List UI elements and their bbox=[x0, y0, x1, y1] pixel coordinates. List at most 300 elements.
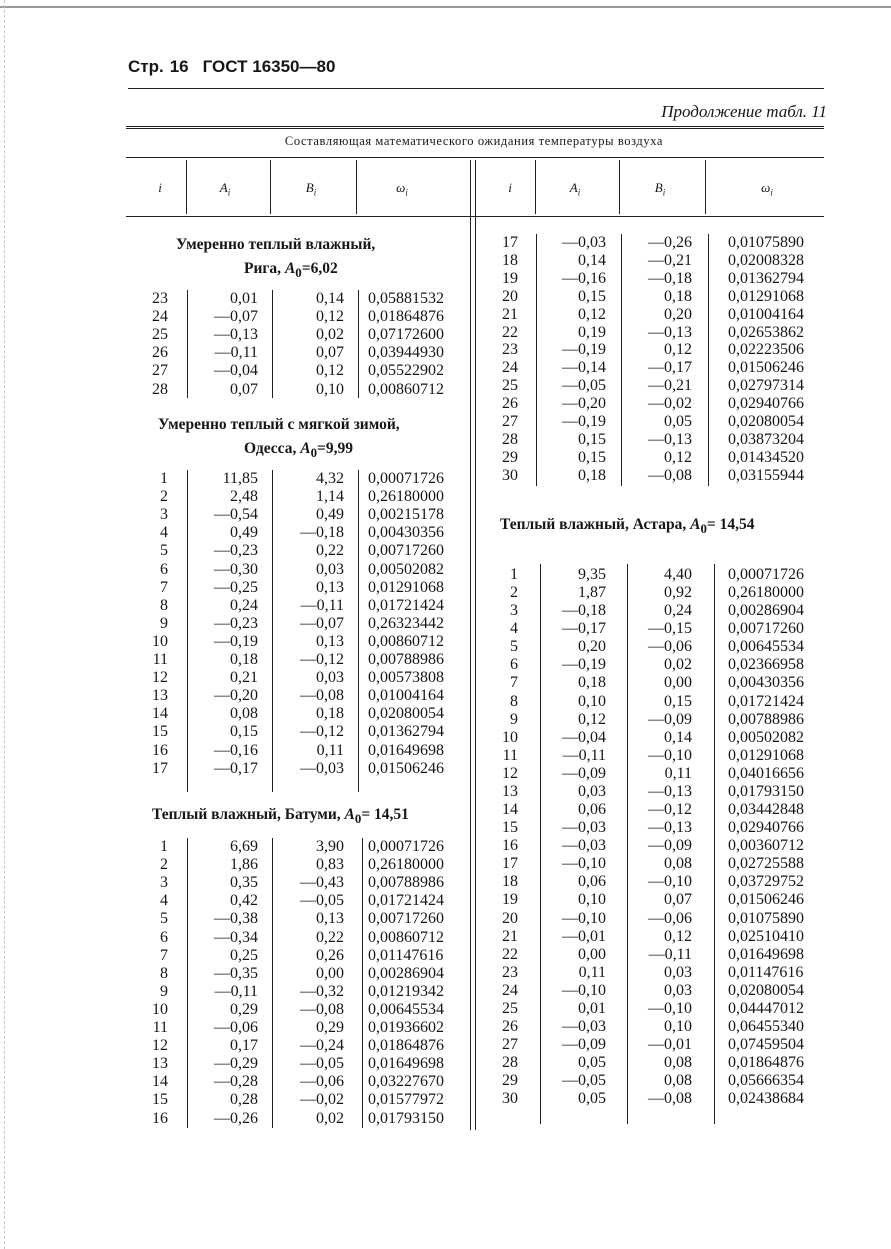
row-index: 3 bbox=[510, 602, 518, 620]
col-header-i-right: i bbox=[508, 180, 512, 195]
row-a-value: —0,19 bbox=[562, 413, 606, 430]
row-a-value: 0,11 bbox=[578, 963, 606, 981]
row-index: 2 bbox=[510, 584, 518, 602]
row-index: 7 bbox=[160, 946, 168, 964]
row-b-value: —0,13 bbox=[648, 323, 692, 341]
hdr-sep-7 bbox=[705, 160, 706, 214]
row-a-value: —0,10 bbox=[562, 981, 606, 999]
row-omega-value: 0,02725588 bbox=[728, 855, 804, 873]
row-omega-value: 0,02080054 bbox=[728, 981, 804, 999]
row-b-value: —0,10 bbox=[648, 746, 692, 764]
row-a-value: 11,85 bbox=[222, 470, 258, 487]
table-row bbox=[0, 1072, 891, 1090]
row-index: 13 bbox=[502, 782, 518, 800]
row-b-value: 0,10 bbox=[316, 380, 344, 398]
row-index: 27 bbox=[502, 1036, 518, 1054]
table-row bbox=[0, 711, 891, 729]
row-omega-value: 0,01864876 bbox=[728, 1054, 804, 1072]
row-omega-value: 0,00860712 bbox=[368, 380, 444, 398]
table-row bbox=[0, 873, 891, 891]
row-index: 20 bbox=[502, 909, 518, 927]
row-omega-value: 0,02366958 bbox=[728, 656, 804, 674]
row-a-value: 0,10 bbox=[578, 692, 606, 710]
table-row bbox=[0, 584, 891, 602]
row-a-value: 0,07 bbox=[230, 380, 258, 398]
row-a-value: —0,35 bbox=[214, 964, 258, 982]
row-index: 17 bbox=[502, 855, 518, 873]
hdr-sep-6 bbox=[619, 160, 620, 214]
row-b-value: 4,32 bbox=[316, 470, 344, 487]
row-a-value: —0,16 bbox=[214, 741, 258, 759]
table-row bbox=[0, 1000, 891, 1018]
astara-title: Теплый влажный, Астара, $A_0= 14,54$ bbox=[500, 516, 755, 537]
table-row bbox=[0, 729, 891, 747]
row-omega-value: 0,26180000 bbox=[368, 488, 444, 506]
row-index: 25 bbox=[152, 326, 168, 344]
row-index: 29 bbox=[502, 448, 518, 466]
row-a-value: —0,04 bbox=[562, 728, 606, 746]
row-omega-value: 0,01362794 bbox=[728, 269, 804, 287]
caption-rule bbox=[126, 157, 824, 158]
batumi-title: Теплый влажный, Батуми, $A_0= 14,51$ bbox=[152, 806, 409, 827]
row-a-value: 0,25 bbox=[230, 946, 258, 964]
row-b-value: —0,06 bbox=[648, 909, 692, 927]
row-index: 15 bbox=[152, 723, 168, 741]
row-b-value: —0,05 bbox=[300, 1055, 344, 1073]
row-omega-value: 0,01434520 bbox=[728, 448, 804, 466]
row-index: 8 bbox=[510, 692, 518, 710]
row-index: 13 bbox=[152, 1055, 168, 1073]
row-b-value: 0,02 bbox=[316, 326, 344, 344]
row-b-value: —0,21 bbox=[648, 377, 692, 395]
row-omega-value: 0,01721424 bbox=[728, 692, 804, 710]
row-a-value: 0,15 bbox=[578, 448, 606, 466]
row-omega-value: 0,00788986 bbox=[368, 874, 444, 892]
row-a-value: 0,15 bbox=[230, 723, 258, 741]
row-index: 20 bbox=[502, 287, 518, 305]
row-omega-value: 0,00717260 bbox=[368, 542, 444, 560]
row-omega-value: 0,01291068 bbox=[728, 287, 804, 305]
table-row bbox=[0, 359, 891, 377]
row-omega-value: 0,00788986 bbox=[368, 651, 444, 668]
row-a-value: —0,19 bbox=[214, 632, 258, 650]
row-b-value: —0,18 bbox=[648, 269, 692, 287]
row-a-value: —0,06 bbox=[214, 1019, 258, 1036]
row-b-value: —0,08 bbox=[300, 1000, 344, 1018]
row-omega-value: 0,02008328 bbox=[728, 251, 804, 269]
row-a-value: 0,01 bbox=[578, 999, 606, 1017]
row-index: 21 bbox=[502, 305, 518, 323]
row-index: 23 bbox=[152, 290, 168, 307]
table-row bbox=[0, 288, 891, 306]
row-omega-value: 0,01649698 bbox=[368, 741, 444, 759]
row-omega-value: 0,00430356 bbox=[728, 674, 804, 692]
table-continuation: Продолжение табл. 11 bbox=[661, 102, 827, 121]
row-b-value: —0,43 bbox=[300, 874, 344, 892]
table-row bbox=[0, 1036, 891, 1054]
row-a-value: 0,49 bbox=[230, 524, 258, 542]
page-number: 16 bbox=[169, 57, 189, 76]
row-omega-value: 0,01291068 bbox=[728, 746, 804, 764]
row-b-value: 0,29 bbox=[316, 1019, 344, 1036]
row-omega-value: 0,01936602 bbox=[368, 1019, 444, 1036]
row-a-value: —0,03 bbox=[562, 819, 606, 837]
row-a-value: —0,16 bbox=[562, 269, 606, 287]
row-omega-value: 0,03729752 bbox=[728, 873, 804, 891]
row-index: 30 bbox=[502, 1090, 518, 1108]
row-b-value: —0,10 bbox=[648, 873, 692, 891]
table-row bbox=[0, 1018, 891, 1036]
row-b-value: 0,11 bbox=[316, 741, 344, 759]
row-a-value: 0,29 bbox=[230, 1000, 258, 1018]
row-index: 2 bbox=[160, 488, 168, 506]
row-a-value: 0,01 bbox=[230, 290, 258, 307]
row-b-value: 0,10 bbox=[664, 1018, 692, 1035]
row-b-value: —0,06 bbox=[648, 638, 692, 656]
row-omega-value: 0,03944930 bbox=[368, 344, 444, 362]
row-omega-value: 0,01649698 bbox=[728, 945, 804, 963]
table-row bbox=[0, 234, 891, 252]
row-omega-value: 0,01577972 bbox=[368, 1091, 444, 1109]
row-index: 11 bbox=[152, 1019, 168, 1036]
row-a-value: —0,11 bbox=[562, 746, 606, 764]
row-b-value: —0,17 bbox=[648, 359, 692, 377]
row-b-value: 3,90 bbox=[316, 838, 344, 855]
row-index: 14 bbox=[502, 801, 518, 819]
table-row bbox=[0, 488, 891, 506]
row-b-value: —0,26 bbox=[648, 234, 692, 251]
row-a-value: 0,15 bbox=[578, 430, 606, 448]
row-index: 23 bbox=[502, 341, 518, 359]
row-index: 16 bbox=[502, 837, 518, 855]
row-index: 7 bbox=[160, 578, 168, 596]
row-b-value: 0,12 bbox=[664, 448, 692, 466]
table-row bbox=[0, 747, 891, 765]
row-b-value: 0,07 bbox=[664, 891, 692, 909]
row-index: 24 bbox=[502, 981, 518, 999]
row-b-value: 0,14 bbox=[664, 728, 692, 746]
row-a-value: —0,23 bbox=[214, 542, 258, 560]
row-a-value: —0,18 bbox=[562, 602, 606, 620]
table-row bbox=[0, 566, 891, 584]
table-row bbox=[0, 964, 891, 982]
row-b-value: —0,10 bbox=[648, 999, 692, 1017]
row-index: 6 bbox=[160, 928, 168, 946]
row-index: 8 bbox=[160, 596, 168, 614]
table-row bbox=[0, 783, 891, 801]
row-a-value: —0,19 bbox=[562, 341, 606, 359]
row-omega-value: 0,02080054 bbox=[368, 705, 444, 723]
row-b-value: 0,15 bbox=[664, 692, 692, 710]
row-a-value: 0,17 bbox=[230, 1037, 258, 1055]
row-omega-value: 0,01506246 bbox=[728, 359, 804, 377]
row-omega-value: 0,01004164 bbox=[728, 305, 804, 323]
row-index: 21 bbox=[502, 927, 518, 945]
row-b-value: —0,02 bbox=[648, 395, 692, 413]
row-omega-value: 0,01721424 bbox=[368, 892, 444, 910]
row-index: 15 bbox=[152, 1091, 168, 1109]
row-a-value: 0,06 bbox=[578, 873, 606, 891]
row-b-value: —0,08 bbox=[300, 687, 344, 705]
row-omega-value: 0,03227670 bbox=[368, 1073, 444, 1091]
row-b-value: 0,08 bbox=[664, 1054, 692, 1072]
table-row bbox=[0, 693, 891, 711]
row-index: 24 bbox=[502, 359, 518, 377]
row-a-value: —0,09 bbox=[562, 764, 606, 782]
row-omega-value: 0,00645534 bbox=[728, 638, 804, 656]
row-a-value: —0,19 bbox=[562, 656, 606, 674]
row-omega-value: 0,01864876 bbox=[368, 308, 444, 326]
row-omega-value: 0,05881532 bbox=[368, 290, 444, 307]
row-index: 18 bbox=[502, 251, 518, 269]
row-omega-value: 0,00286904 bbox=[728, 602, 804, 620]
row-a-value: —0,17 bbox=[214, 759, 258, 777]
row-omega-value: 0,00717260 bbox=[368, 910, 444, 928]
row-omega-value: 0,00860712 bbox=[368, 632, 444, 650]
row-omega-value: 0,02940766 bbox=[728, 819, 804, 837]
row-index: 26 bbox=[502, 1018, 518, 1035]
row-index: 17 bbox=[502, 234, 518, 251]
row-index: 22 bbox=[502, 945, 518, 963]
row-a-value: 0,10 bbox=[578, 891, 606, 909]
table-row bbox=[0, 946, 891, 964]
table-row bbox=[0, 252, 891, 270]
row-omega-value: 0,00645534 bbox=[368, 1000, 444, 1018]
row-omega-value: 0,03873204 bbox=[728, 430, 804, 448]
row-omega-value: 0,02438684 bbox=[728, 1090, 804, 1108]
row-b-value: 0,12 bbox=[316, 308, 344, 326]
row-a-value: —0,10 bbox=[562, 855, 606, 873]
row-index: 19 bbox=[502, 269, 518, 287]
table-row bbox=[0, 801, 891, 819]
row-index: 24 bbox=[152, 308, 168, 326]
table-caption: Составляющая математического ожидания температуры воздуха bbox=[284, 134, 664, 148]
row-omega-value: 0,00788986 bbox=[728, 710, 804, 728]
table-row bbox=[0, 620, 891, 638]
row-b-value: —0,08 bbox=[648, 466, 692, 484]
row-a-value: 1,87 bbox=[578, 584, 606, 602]
row-index: 4 bbox=[160, 892, 168, 910]
row-a-value: —0,38 bbox=[214, 910, 258, 928]
row-b-value: —0,07 bbox=[300, 614, 344, 632]
row-a-value: 0,14 bbox=[578, 251, 606, 269]
table-row bbox=[0, 395, 891, 413]
row-b-value: 0,24 bbox=[664, 602, 692, 620]
col-header-w-left: $\omega_i$ bbox=[396, 180, 408, 198]
row-omega-value: 0,02940766 bbox=[728, 395, 804, 413]
row-a-value: 0,35 bbox=[230, 874, 258, 892]
row-omega-value: 0,01147616 bbox=[368, 946, 444, 964]
table-row bbox=[0, 765, 891, 783]
hdr-sep-1 bbox=[186, 160, 187, 214]
row-b-value: 0,13 bbox=[316, 632, 344, 650]
row-index: 9 bbox=[510, 710, 518, 728]
row-a-value: —0,13 bbox=[214, 326, 258, 344]
row-b-value: 0,12 bbox=[316, 362, 344, 380]
row-omega-value: 0,00071726 bbox=[368, 838, 444, 855]
row-b-value: —0,03 bbox=[300, 759, 344, 777]
row-a-value: —0,07 bbox=[214, 308, 258, 326]
row-index: 10 bbox=[152, 1000, 168, 1018]
row-b-value: 0,11 bbox=[664, 764, 692, 782]
row-index: 3 bbox=[160, 506, 168, 524]
col-header-w-right: $\omega_i$ bbox=[761, 180, 773, 198]
page-header bbox=[128, 57, 335, 77]
table-row bbox=[0, 837, 891, 855]
row-b-value: 0,13 bbox=[316, 910, 344, 928]
row-b-value: —0,13 bbox=[648, 430, 692, 448]
row-b-value: 1,14 bbox=[316, 488, 344, 506]
row-a-value: —0,20 bbox=[562, 395, 606, 413]
table-row bbox=[0, 506, 891, 524]
row-a-value: 0,05 bbox=[578, 1090, 606, 1108]
row-omega-value: 0,01506246 bbox=[728, 891, 804, 909]
row-b-value: 0,03 bbox=[664, 981, 692, 999]
row-index: 18 bbox=[502, 873, 518, 891]
row-index: 1 bbox=[160, 838, 168, 855]
row-omega-value: 0,00215178 bbox=[368, 506, 444, 524]
row-omega-value: 0,05666354 bbox=[728, 1072, 804, 1090]
col-header-i-left: i bbox=[158, 180, 162, 195]
row-b-value: 0,03 bbox=[664, 963, 692, 981]
row-omega-value: 0,01793150 bbox=[728, 782, 804, 800]
row-b-value: 0,07 bbox=[316, 344, 344, 362]
standard-number: ГОСТ 16350—80 bbox=[202, 57, 336, 76]
row-b-value: 0,18 bbox=[316, 705, 344, 723]
row-index: 15 bbox=[502, 819, 518, 837]
row-b-value: —0,12 bbox=[648, 801, 692, 819]
row-b-value: 0,92 bbox=[664, 584, 692, 602]
row-b-value: —0,13 bbox=[648, 819, 692, 837]
row-omega-value: 0,00286904 bbox=[368, 964, 444, 982]
row-index: 30 bbox=[502, 466, 518, 484]
table-row bbox=[0, 891, 891, 909]
row-a-value: —0,03 bbox=[562, 234, 606, 251]
col-header-A-right: $A_i$ bbox=[569, 180, 581, 198]
row-index: 4 bbox=[160, 524, 168, 542]
table-row bbox=[0, 982, 891, 1000]
row-a-value: 0,20 bbox=[578, 638, 606, 656]
hdr-sep-5 bbox=[535, 160, 536, 214]
row-omega-value: 0,07459504 bbox=[728, 1036, 804, 1054]
row-a-value: —0,11 bbox=[214, 982, 258, 1000]
row-b-value: 0,22 bbox=[316, 928, 344, 946]
row-index: 2 bbox=[160, 856, 168, 874]
table-row bbox=[0, 1110, 891, 1128]
table-row bbox=[0, 324, 891, 342]
row-omega-value: 0,00430356 bbox=[368, 524, 444, 542]
row-omega-value: 0,00071726 bbox=[368, 470, 444, 487]
row-b-value: 0,83 bbox=[316, 856, 344, 874]
table-row bbox=[0, 1090, 891, 1108]
col-header-B-right: $B_i$ bbox=[654, 180, 666, 198]
row-index: 19 bbox=[502, 891, 518, 909]
row-b-value: 0,02 bbox=[664, 656, 692, 674]
row-index: 12 bbox=[152, 1037, 168, 1055]
row-omega-value: 0,26180000 bbox=[368, 856, 444, 874]
row-a-value: —0,23 bbox=[214, 614, 258, 632]
row-a-value: —0,34 bbox=[214, 928, 258, 946]
row-omega-value: 0,01075890 bbox=[728, 909, 804, 927]
row-a-value: 0,18 bbox=[578, 466, 606, 484]
row-b-value: —0,09 bbox=[648, 837, 692, 855]
row-omega-value: 0,01075890 bbox=[728, 234, 804, 251]
table-row bbox=[0, 819, 891, 837]
row-omega-value: 0,01147616 bbox=[728, 963, 804, 981]
row-b-value: 0,13 bbox=[316, 578, 344, 596]
row-index: 14 bbox=[152, 705, 168, 723]
row-index: 28 bbox=[152, 380, 168, 398]
table-row bbox=[0, 524, 891, 542]
row-omega-value: 0,02080054 bbox=[728, 413, 804, 430]
row-index: 5 bbox=[160, 542, 168, 560]
row-b-value: —0,08 bbox=[648, 1090, 692, 1108]
row-a-value: —0,10 bbox=[562, 909, 606, 927]
row-index: 12 bbox=[502, 764, 518, 782]
row-omega-value: 0,04016656 bbox=[728, 764, 804, 782]
row-index: 4 bbox=[510, 620, 518, 638]
row-omega-value: 0,01649698 bbox=[368, 1055, 444, 1073]
row-index: 23 bbox=[502, 963, 518, 981]
row-a-value: —0,03 bbox=[562, 1018, 606, 1035]
row-b-value: —0,01 bbox=[648, 1036, 692, 1054]
row-index: 26 bbox=[152, 344, 168, 362]
row-omega-value: 0,01864876 bbox=[368, 1037, 444, 1055]
top-scan-line bbox=[0, 6, 891, 8]
row-a-value: 0,15 bbox=[578, 287, 606, 305]
row-a-value: —0,05 bbox=[562, 1072, 606, 1090]
row-omega-value: 0,26180000 bbox=[728, 584, 804, 602]
row-a-value: 0,08 bbox=[230, 705, 258, 723]
row-b-value: 0,00 bbox=[316, 964, 344, 982]
row-index: 26 bbox=[502, 395, 518, 413]
row-a-value: —0,17 bbox=[562, 620, 606, 638]
hdr-sep-3 bbox=[356, 160, 357, 214]
row-b-value: —0,13 bbox=[648, 782, 692, 800]
row-omega-value: 0,06455340 bbox=[728, 1018, 804, 1035]
row-b-value: —0,06 bbox=[300, 1073, 344, 1091]
row-index: 27 bbox=[152, 362, 168, 380]
row-index: 28 bbox=[502, 1054, 518, 1072]
table-row bbox=[0, 449, 891, 467]
row-a-value: 0,28 bbox=[230, 1091, 258, 1109]
row-a-value: 0,00 bbox=[578, 945, 606, 963]
row-a-value: 0,18 bbox=[230, 651, 258, 668]
row-b-value: —0,24 bbox=[300, 1037, 344, 1055]
row-b-value: —0,11 bbox=[300, 596, 344, 614]
row-index: 16 bbox=[152, 1109, 168, 1127]
row-b-value: 4,40 bbox=[664, 566, 692, 583]
row-omega-value: 0,00071726 bbox=[728, 566, 804, 583]
row-index: 17 bbox=[152, 759, 168, 777]
table-row bbox=[0, 602, 891, 620]
col-header-B-left: $B_i$ bbox=[305, 180, 317, 198]
odessa-subtitle: Одесса, $A_0=9,99$ bbox=[244, 440, 353, 461]
row-omega-value: 0,01506246 bbox=[368, 759, 444, 777]
row-b-value: —0,02 bbox=[300, 1091, 344, 1109]
table-row bbox=[0, 270, 891, 288]
row-omega-value: 0,00717260 bbox=[728, 620, 804, 638]
row-a-value: 0,12 bbox=[578, 710, 606, 728]
row-index: 3 bbox=[160, 874, 168, 892]
row-b-value: —0,32 bbox=[300, 982, 344, 1000]
row-index: 10 bbox=[502, 728, 518, 746]
row-omega-value: 0,01362794 bbox=[368, 723, 444, 741]
row-b-value: 0,00 bbox=[664, 674, 692, 692]
row-b-value: —0,21 bbox=[648, 251, 692, 269]
row-omega-value: 0,01004164 bbox=[368, 687, 444, 705]
row-index: 27 bbox=[502, 413, 518, 430]
